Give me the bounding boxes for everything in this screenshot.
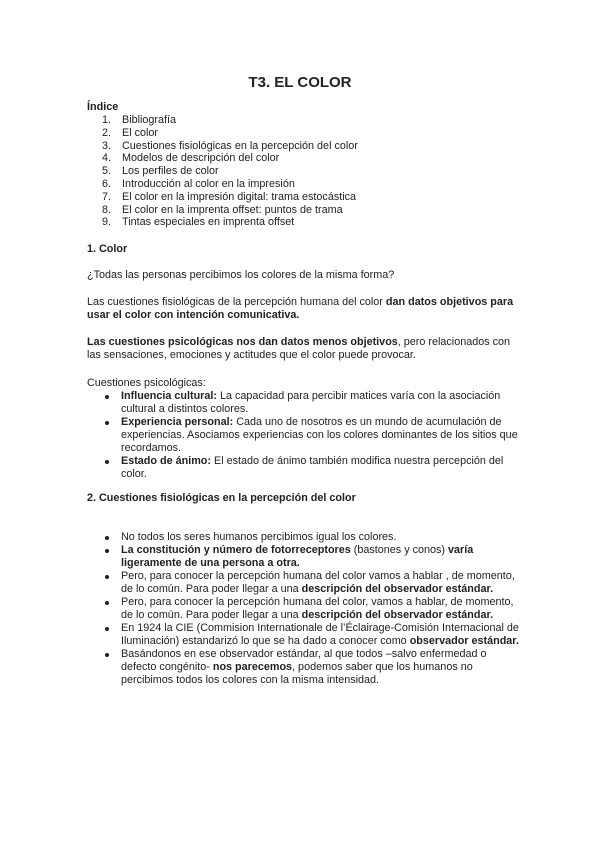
psych-label: Cuestiones psicológicas: bbox=[87, 377, 206, 389]
bullet-icon bbox=[105, 653, 109, 657]
list-item: En 1924 la CIE (Commision Internationale de l’Éclairage-Comisión Internacional de Iluminación) estandarizó lo que se ha dado a conocer como observador estándar. bbox=[87, 622, 523, 648]
index-item: 8. El color en la imprenta offset: puntos de trama bbox=[102, 203, 343, 216]
index-heading: Índice bbox=[87, 101, 119, 113]
index-item: 5. Los perfiles de color bbox=[102, 165, 219, 178]
index-item: 1. Bibliografía bbox=[102, 114, 177, 126]
bullet-icon bbox=[105, 421, 109, 425]
list-item: La constitución y número de fotorreceptores (bastones y conos) varía ligeramente de una persona a otra. bbox=[87, 544, 523, 570]
bullet-icon bbox=[105, 549, 109, 553]
page-title: T3. EL COLOR bbox=[248, 74, 352, 91]
section1-question: ¿Todas las personas percibimos los colores de la misma forma? bbox=[87, 269, 395, 281]
bullet-icon bbox=[105, 536, 109, 540]
list-item: Estado de ánimo: El estado de ánimo también modifica nuestra percepción del color. bbox=[87, 455, 523, 481]
section1-paragraph-2: Las cuestiones psicológicas nos dan datos menos objetivos, pero relacionados con las sensaciones, emociones y actitudes que el color puede provocar. bbox=[87, 336, 511, 361]
bullet-icon bbox=[105, 460, 109, 464]
list-item: Pero, para conocer la percepción humana del color vamos a hablar , de momento, de lo común. Para poder llegar a una descripción del observador estándar. bbox=[87, 570, 523, 596]
index-item: 4. Modelos de descripción del color bbox=[102, 152, 280, 165]
index-item: 7. El color en la impresión digital: trama estocástica bbox=[102, 190, 357, 203]
section1-paragraph-1: Las cuestiones fisiológicas de la percepción humana del color dan datos objetivos para usar el color con intención comunicativa. bbox=[87, 296, 514, 321]
bullet-icon bbox=[105, 395, 109, 399]
index-item: 2. El color bbox=[102, 126, 159, 139]
index-item: 3. Cuestiones fisiológicas en la percepción del color bbox=[102, 139, 358, 152]
section1-heading: 1. Color bbox=[87, 243, 128, 255]
index-item: 6. Introducción al color en la impresión bbox=[102, 177, 295, 190]
physio-list bbox=[87, 531, 523, 687]
list-item: Basándonos en ese observador estándar, al que todos –salvo enfermedad o defecto congénito- nos parecemos, podemos saber que los humanos no percibimos todos los colores con la misma intensidad. bbox=[87, 648, 523, 687]
list-item: Influencia cultural: La capacidad para percibir matices varía con la asociación cultural a distintos colores. bbox=[87, 390, 523, 416]
list-item: Pero, para conocer la percepción humana del color, vamos a hablar, de momento, de lo común. Para poder llegar a una descripción del observador estándar. bbox=[87, 596, 523, 622]
index-section bbox=[87, 101, 523, 229]
bullet-icon bbox=[105, 575, 109, 579]
bullet-icon bbox=[105, 601, 109, 605]
index-item: 9. Tintas especiales en imprenta offset bbox=[102, 216, 295, 229]
bullet-icon bbox=[105, 627, 109, 631]
list-item: Experiencia personal: Cada uno de nosotros es un mundo de acumulación de experiencias. Asociamos experiencias con los colores dominantes de los sitios que recordamos. bbox=[87, 416, 523, 455]
psych-list bbox=[87, 390, 523, 481]
list-item: No todos los seres humanos percibimos igual los colores. bbox=[87, 531, 523, 544]
index-list bbox=[87, 114, 523, 229]
section2-heading: 2. Cuestiones fisiológicas en la percepción del color bbox=[87, 492, 356, 504]
